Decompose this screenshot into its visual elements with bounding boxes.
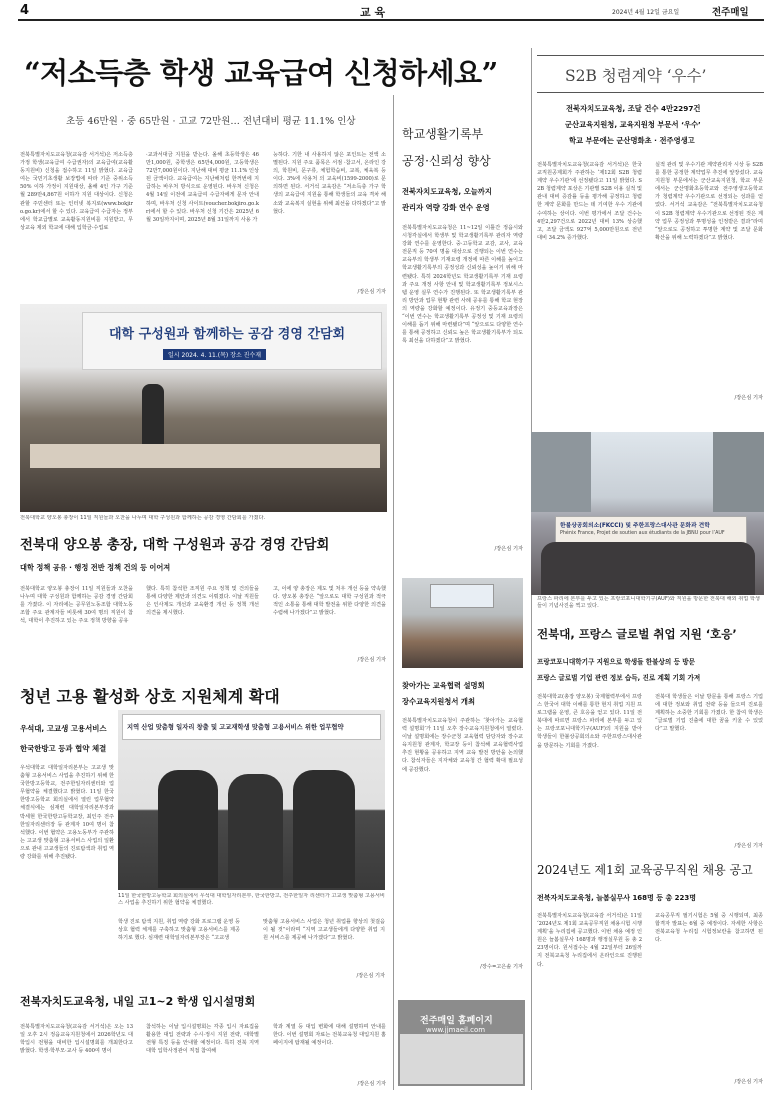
entrance-col1: 전북특별자치도교육청(교육감 서거석)은 오는 13일 오후 2시 정읍교육지원청에서 2026학년도 대학입시 전형을 대비한 입시설명회를 개최한다고 밝혔다. 학생·학부모·교사 등 400여 명이 xyxy=(20,1024,133,1055)
tuition-subhead: 초등 46만원 · 중 65만원 · 고교 72만원… 전년대비 평균 11.1% 인상 xyxy=(66,116,356,127)
france-group xyxy=(541,542,755,595)
tuition-col1: 전북특별자치도교육청(교육감 서거석)은 저소득층 가정 학생(교육급여 수급권자)의 교육급여(교육활동지원비) 신청을 접수하고 11일 밝혔다. 교육급여는 국민기초생활 보장법에 따라 기준 중위소득 50% 이하 가정이 지원대상, 올해 4인 가구 기준 월 289만4,867원 이하가 지원 대상이다. 신청은 관할 주민센터 또는 인터넷 복지로(www.bokjiro.go.kr)에서 할 수 있다. 교육급여 수급자는 정부에서 학교급별로 교육활동지원비를 지원받고, 무상교육 제외 학교에 대해 입학금·수업료 xyxy=(20,152,133,231)
france-subhead2: 프랑스 글로벌 기업 관련 정보 습득, 진로 계획 기회 가져 xyxy=(537,674,701,682)
briefing-subhead: 장수교육지원청서 개최 xyxy=(402,697,476,706)
youth-caption: 11일 한국한방고등학교 회의실에서 우석대 대학일자리본부, 한국한방고, 전주한일자 리센터가 고교생 맞춤형 고용서비스 사업을 추진하기 위한 협약을 체결했다. xyxy=(118,893,385,907)
career-col1: 전북특별자치도교육청은 11~12일 이틀간 정읍시와 시청각실에서 학생부 및 학교생활기록부 관리자 역량 강화 연수를 운영한다. 중·고등학교 교감, 교사, 교육전문직 등 70여 명을 대상으로 진행되는 이번 연수는 교육부의 학생부 기재요령 개정에 따른 이해를 높이고 학교생활기록부의 공정성과 신뢰성을 높이기 위해 마련됐다. 특히 2024학년도 학교생활기록부 기재 요령과 주요 개정 사항 안내 및 학교생활기록부 정보시스템 운영 실무 연수가 진행된다. 또 학교생활기록부 관리 방안과 업무 현황 관련 사례 공유를 통해 학교 현장의 역량을 강화할 예정이다. 유정기 중등교육과장은 “이번 연수는 학교생활기록부 공정성 및 기재 요령의 이해를 돕기 위해 마련됐다”며 “앞으로도 다양한 연수를 통해 공정하고 신뢰도 높은 학교생활기록부가 되도록 최선을 다하겠다”고 밝혔다. xyxy=(402,225,523,345)
youth-col1: 우석대학교 대학일자리본부는 고교생 맞춤형 고용서비스 사업을 추진하기 위해 한국한방고등학교, 전주한일자리센터와 업무협약을 체결했다고 밝혔다. 11일 한국한방고등학교 회의실에서 열린 업무협약 체결식에는 심재련 대학일자리본부장과 박세현 한국한방고등학교장, 최인주 전주한일자리센터장 등 관계자 10여 명이 참석했다. 이번 협약은 고용노동부가 주관하는 고교생 맞춤형 고용서비스 사업의 일환으로 관내 고교생들의 진로탐색과 취업 역량 강화를 위해 추진됐다. xyxy=(20,765,114,861)
france-building-left xyxy=(531,432,591,512)
s2b-subhead3: 학교 부문에는 군산명화초 · 전주영생고 xyxy=(569,136,695,145)
france-building-right xyxy=(713,432,764,512)
tuition-byline: /장은심 기자 xyxy=(357,289,386,295)
forum-banner-sub: 일시 2024. 4. 11.(목) 장소 진수재 xyxy=(163,349,266,360)
tuition-col3: 능하다. 기한 내 사용하지 않은 포인트는 전액 소멸된다. 지원 주요 품목은 서점 ·참고서, 온라인 강의, 학원비, 문구류, 체험학습비, 교복, 체육복 등이다. 3%에 사용처 의 교육비(1599-2000)로 문의하면 된다. 서거석 교육감은 “저소득층 가구 학생의 교육급여 지원을 통해 학생들의 교육 격차 해소와 교육복지 실현을 위해 최선을 다하겠다”고 밝혔다. xyxy=(273,152,386,215)
forum-speaker xyxy=(142,384,164,446)
career-subhead2: 관리자 역량 강화 연수 운영 xyxy=(402,203,490,212)
youth-headline: 청년 고용 활성화 상호 지원체계 확대 xyxy=(20,687,280,706)
section-title: 교 육 xyxy=(360,6,386,19)
ad-line1: 전주매일 홈페이지 xyxy=(420,1016,493,1026)
forum-photo xyxy=(20,304,387,512)
s2b-headline: S2B 청렴계약 ‘우수’ xyxy=(565,67,707,85)
page-number: 4 xyxy=(20,3,30,18)
homepage-ad[interactable] xyxy=(398,1000,525,1086)
youth-person-right xyxy=(293,770,355,888)
france-photo xyxy=(531,432,764,595)
ad-line2[interactable]: www.jjmaeil.com xyxy=(426,1026,486,1034)
youth-person-left xyxy=(158,770,218,888)
briefing-title: 찾아가는 교육협력 설명회 xyxy=(402,681,485,690)
youth-photo xyxy=(118,710,385,890)
entrance-col3: 학과 계열 등 대입 변화에 대해 설명하며 안내를 한다. 이번 설명회 자료는 전북교육청 대입지원 홈페이지에 탑재될 예정이다. xyxy=(273,1024,386,1047)
tuition-headline: “저소득층 학생 교육급여 신청하세요” xyxy=(24,56,498,90)
brand-logo: 전주매일 xyxy=(712,7,749,18)
france-subhead: 프랑코포니대학기구 지원으로 학생들 한불상의 등 방문 xyxy=(537,658,695,666)
forum-table xyxy=(30,444,380,468)
france-caption: 프랑스 파리에 본부를 두고 있는 프랑코포니대학기구(AUF)와 직원을 방문한 전북대 해외 취업 학생들이 기념사진을 찍고 있다. xyxy=(537,596,760,610)
forum-col1: 전북대학교 양오봉 총장이 11일 직원들과 오찬을 나누며 대학 구성원과 함께하는 공감 경영 간담회를 가졌다. 이 자리에는 공무원노동조합 대학노동조합 주요 관계자들 비롯해 30여 명의 직원이 참석, 대학이 추진하고 있는 주요 정책 방향을 공유 xyxy=(20,586,133,625)
forum-caption: 전북대학교 양오봉 총장이 11일 직원들과 오찬을 나누며 대학 구성원과 함께하는 공감 경영 간담회를 가졌다. xyxy=(20,515,266,521)
youth-person-center xyxy=(228,774,283,888)
s2b-subhead: 전북자치도교육청, 조달 건수 4만2297건 xyxy=(566,104,701,113)
hiring-col2: 교육공무직 필기시험은 5월 중 시행되며, 최종 합격자 발표는 6월 중 예정이다. 자세한 사항은 전북교육청 누리집 시험정보란을 참고하면 된다. xyxy=(655,913,763,944)
france-banner-line1: 한불상공회의소(FKCCI) 및 주한프랑스대사관 문화과 견학 xyxy=(560,523,710,529)
briefing-byline: /장수=고은솔 기자 xyxy=(480,964,523,970)
france-banner-line2: Phénix France, Projet de soutien aux étudiants de la JBNU pour l’AUF xyxy=(560,531,725,536)
header-rule xyxy=(18,19,764,21)
tuition-col2: ·교과서대금 지원을 받는다. 올해 초등학생은 46만1,000원, 중학생은 65만4,000원, 고등학생은 72만7,000원이다. 지난해 대비 평균 11.1% 인상된 금액이다. 교육급여는 지난해처럼 한꺼번에 지급하는 바우처 방식으로 운영된다. 바우처 신청은 4월 14일 이전에 교육급여 수급자에게 문자 안내하며, 바우처 신청 사이트(voucher.bokjiro.go.kr)에서 할 수 있다. 바우처 신청 기간은 2025년 6월 30일까지이며, 2025년 8월 31일까지 사용 가 xyxy=(146,152,259,223)
career-title1: 학교생활기록부 xyxy=(402,127,484,141)
career-byline: /장은심 기자 xyxy=(494,546,523,552)
forum-col2: 했다. 특히 참석한 조직원 주요 정책 및 건의들을 통해 다양한 제안과 의견도 이뤄졌다. 이날 직원들은 인사제도 개선과 교육환경 개선 등 정책 개선 의견을 제시했다. xyxy=(146,586,259,617)
entrance-byline: /장은심 기자 xyxy=(357,1081,386,1087)
youth-banner-text: 지역 산업 맞춤형 일자리 창출 및 고교재학생 맞춤형 고용서비스 위한 업무협약 xyxy=(127,724,344,731)
youth-col2: 학생 진로 탐색 지원, 취업 역량 강화 프로그램 운영 등 상호 협력 체계를 구축하고 맞춤형 고용서비스를 제공하기로 했다. 심재련 대학일자리본부장은 “고교생 xyxy=(118,919,240,942)
s2b-col1: 전북특별자치도교육청(교육감 서거석)은 한국교직원공제회가 주관하는 ‘제12회 S2B 청렴계약 우수기관’에 선정됐다고 11일 밝혔다. S2B 청렴계약 포상은 기관별 S2B 이용 실적 및 관내 대비 증감률 등을 평가해 공정하고 청렴한 계약 문화를 만드는 데 기여한 우수 기관에 수여하는 상이다. 이번 평가에서 조달 건수는 4만2,297건으로 2022년 대비 13% 상승했고, 조달 금액도 927억 5,000만원으로 전년 대비 34.2% 증가했다. xyxy=(537,162,642,241)
s2b-byline: /장은심 기자 xyxy=(734,395,763,401)
forum-col3: 고, 이에 양 총장은 제도 및 처우 개선 등을 약속했다. 양오봉 총장은 “앞으로도 대학 구성원과 적극적인 소통을 통해 대학 발전을 위한 다양한 의견을 수렴해 나가겠다”고 밝혔다. xyxy=(273,586,386,617)
youth-col3: 맞춤형 고용서비스 사업은 청년 취업률 향상의 첫걸음이 될 것”이라며 “지역 고교생들에게 다양한 취업 지원 서비스를 제공해 나가겠다”고 밝혔다. xyxy=(263,919,385,942)
forum-headline: 전북대 양오봉 총장, 대학 구성원과 공감 경영 간담회 xyxy=(20,538,330,553)
youth-subhead: 우석대, 고교생 고용서비스 xyxy=(20,724,107,733)
forum-subhead: 대학 정책 공유 · 행정 전반 정책 건의 등 이어져 xyxy=(20,563,171,572)
forum-byline: /장은심 기자 xyxy=(357,657,386,663)
hiring-headline: 2024년도 제1회 교육공무직원 채용 공고 xyxy=(537,863,753,877)
france-headline: 전북대, 프랑스 글로벌 취업 지원 ‘호응’ xyxy=(537,627,737,641)
s2b-headline-box xyxy=(537,55,764,93)
career-title2: 공정·신뢰성 향상 xyxy=(402,154,491,168)
youth-banner xyxy=(122,714,381,740)
briefing-col1: 전북특별자치도교육청이 주관하는 ‘찾아가는 교육협력 설명회’가 11일 오후 장수교육지원청에서 열렸다. 이날 설명회에는 장수군청 교육협력 담당자와 장수교육지원청 관계자, 학교장 등이 참석해 교육협력사업 추진 현황을 공유하고 지역 교육 발전 방안을 논의했다. 참석자들은 지자체와 교육청 간 협력 확대 필요성에 공감했다. xyxy=(402,718,523,773)
entrance-col2: 참석하는 이날 입시설명회는 각종 입시 자료집을 활용한 대입 전략과 수시·정시 지원 전략, 대학별 전형 특징 등을 안내할 예정이다. 특히 전북 지역 대학 입학사정관이 직접 참여해 xyxy=(146,1024,259,1055)
france-byline: /장은심 기자 xyxy=(734,843,763,849)
issue-date: 2024년 4월 12일 금요일 xyxy=(612,9,680,16)
france-col1: 전북대학교(총장 양오봉) 국제협력부에서 프랑스 한국어 대학 이해를 통한 현지 취업 지원 프로그램을 운영, 큰 호응을 얻고 있다. 11일 전북대에 따르면 프랑스 파리에 본부를 두고 있는 프랑코포니대학기구(AUF)의 지원을 받아 학생들이 한불상공회의소와 주한프랑스대사관을 방문하는 기회를 가졌다. xyxy=(537,694,642,749)
career-subhead: 전북자치도교육청, 오늘까지 xyxy=(402,187,492,196)
s2b-col2: 실적 관리 및 우수기관 계약관리자 시상 등 S2B를 통한 공정한 계약업무 추진에 앞장섰다. 교육지원청 부문에서는 군산교육지원청, 학교 부문에서는 군산명화초등학교와 전주영생고등학교가 청렴계약 우수기관으로 선정되는 성과를 얻었다. 서거석 교육감은 “전북특별자치도교육청이 S2B 청렴계약 우수기관으로 선정된 것은 계약 업무 공정성과 투명성을 인정받은 결과”라며 “앞으로도 공정하고 투명한 계약 및 조달 문화 확산을 위해 노력하겠다”고 밝혔다. xyxy=(655,162,763,241)
hiring-subhead: 전북자치도교육청, 늘봄실무사 168명 등 총 223명 xyxy=(537,894,697,902)
briefing-photo xyxy=(402,578,523,668)
forum-banner-title: 대학 구성원과 함께하는 공감 경영 간담회 xyxy=(109,327,346,342)
ad-panel xyxy=(400,1034,523,1084)
france-col2: 전북대 학생들은 이날 방문을 통해 프랑스 기업에 대한 정보와 취업 전략 등을 들으며 진로를 계획하는 소중한 기회를 가졌다. 한 참여 학생은 “글로벌 기업 진출에 대한 꿈을 키울 수 있었다”고 말했다. xyxy=(655,694,763,733)
column-divider-left xyxy=(393,95,394,1090)
hiring-byline: /장은심 기자 xyxy=(734,1079,763,1085)
briefing-screen xyxy=(430,584,494,608)
s2b-subhead2: 군산교육지원청, 교육지원청 부문서 ‘우수’ xyxy=(565,120,701,129)
youth-subhead2: 한국한방고 등과 협약 체결 xyxy=(20,744,107,753)
hiring-col1: 전북특별자치도교육청(교육감 서거석)은 11일 ‘2024년도 제1회 교육공무직원 채용시험 시행계획’을 누리집에 공고했다. 이번 채용 예정 인원은 늘봄실무사 168명과 행정실무원 등 총 223명이다. 원서접수는 4월 22일부터 26일까지 전북교육청 누리집에서 온라인으로 진행된다. xyxy=(537,913,642,968)
entrance-headline: 전북자치도교육청, 내일 고1~2 학생 입시설명회 xyxy=(20,995,256,1008)
france-banner xyxy=(555,516,747,544)
youth-byline: /장은심 기자 xyxy=(356,973,385,979)
forum-banner xyxy=(82,312,382,370)
